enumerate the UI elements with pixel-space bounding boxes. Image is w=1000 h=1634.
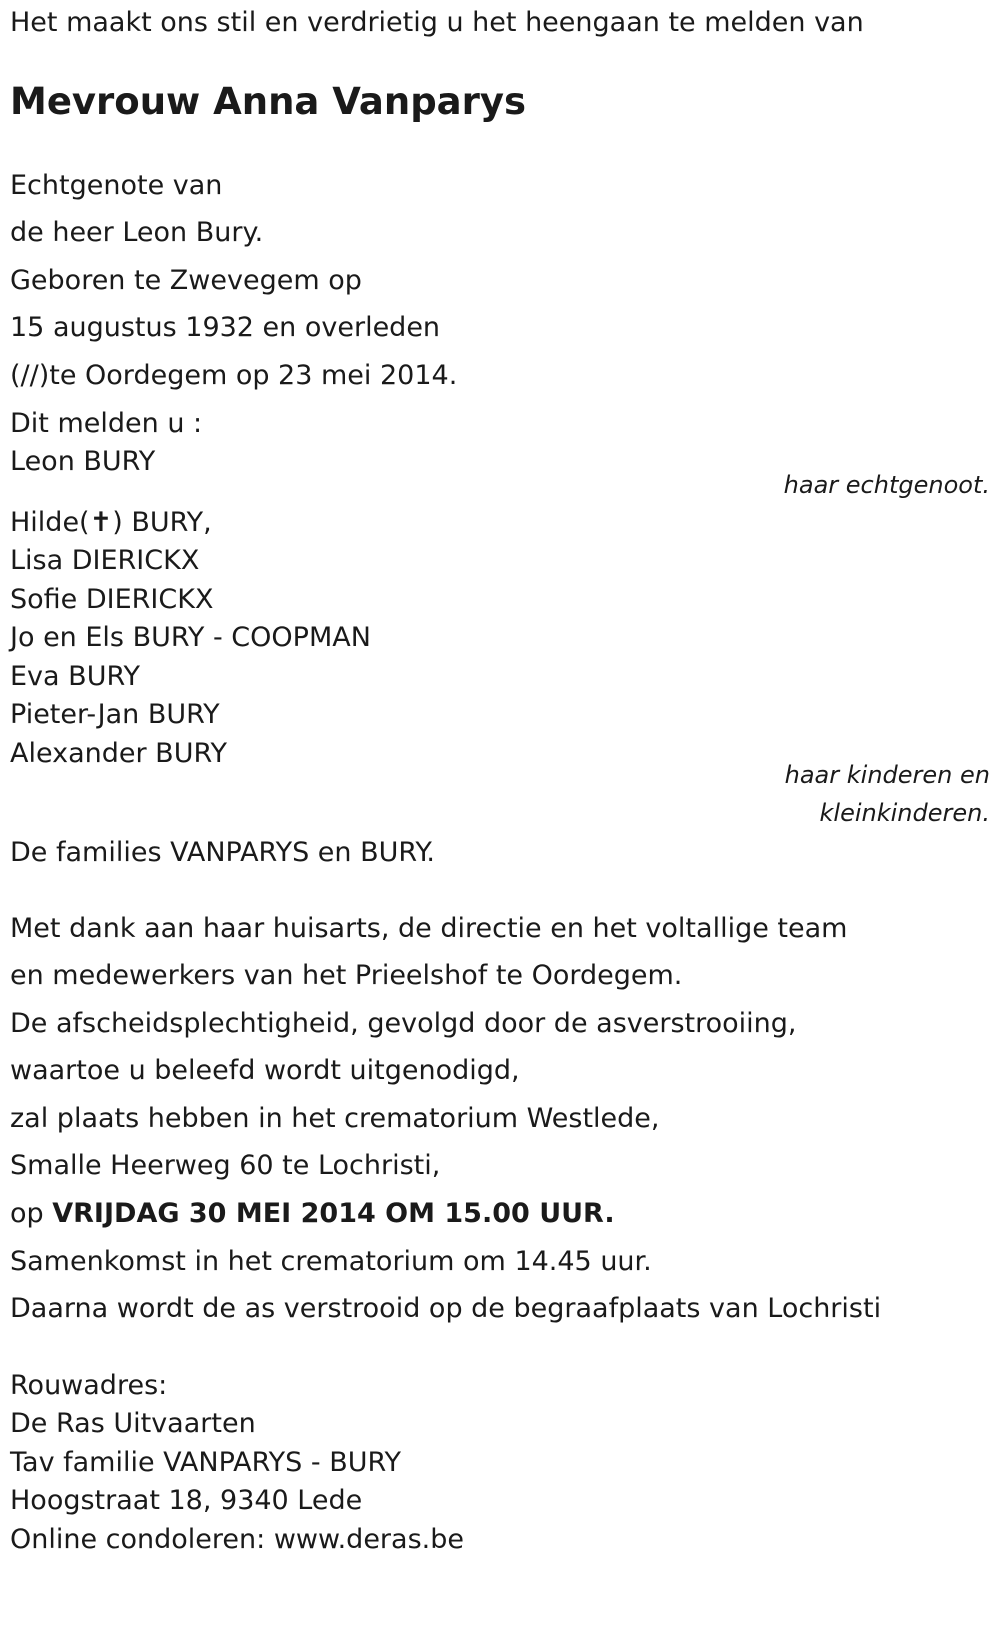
- bio-line: 15 augustus 1932 en overleden: [10, 312, 441, 343]
- bio-line: (//)te Oordegem op 23 mei 2014.: [10, 360, 458, 391]
- ceremony-line: Met dank aan haar huisarts, de directie en het voltallige team: [10, 913, 848, 944]
- child-name: Pieter-Jan BURY: [10, 699, 220, 730]
- ceremony-line: waartoe u beleefd wordt uitgenodigd,: [10, 1055, 520, 1086]
- after-line: Samenkomst in het crematorium om 14.45 uur.: [10, 1246, 652, 1277]
- ceremony-date: [10, 1197, 615, 1231]
- address-line: Tav familie VANPARYS - BURY: [10, 1447, 401, 1478]
- announce-label: Dit melden u :: [10, 408, 203, 439]
- after-line: Daarna wordt de as verstrooid op de begraafplaats van Lochristi: [10, 1293, 882, 1324]
- date-bold: VRIJDAG 30 MEI 2014 OM 15.00 UUR.: [52, 1198, 615, 1229]
- child-name: Eva BURY: [10, 661, 140, 692]
- child-name: Hilde(✝) BURY,: [10, 507, 212, 538]
- address-line: Hoogstraat 18, 9340 Lede: [10, 1485, 363, 1516]
- address-line: De Ras Uitvaarten: [10, 1408, 256, 1439]
- date-prefix: op: [10, 1198, 53, 1229]
- address-line: Rouwadres:: [10, 1370, 168, 1401]
- address-line: Online condoleren: www.deras.be: [10, 1524, 464, 1555]
- intro-text: Het maakt ons stil en verdrietig u het heengaan te melden van: [10, 7, 864, 38]
- children-relation: haar kinderen en: [784, 761, 990, 789]
- deceased-name: Mevrouw Anna Vanparys: [10, 80, 527, 123]
- spouse-name: Leon BURY: [10, 446, 156, 477]
- spouse-relation: haar echtgenoot.: [783, 471, 990, 499]
- bio-line: Geboren te Zwevegem op: [10, 265, 362, 296]
- ceremony-line: zal plaats hebben in het crematorium Westlede,: [10, 1103, 660, 1134]
- child-name: Lisa DIERICKX: [10, 545, 200, 576]
- child-name: Alexander BURY: [10, 738, 227, 769]
- bio-line: Echtgenote van: [10, 170, 223, 201]
- ceremony-line: Smalle Heerweg 60 te Lochristi,: [10, 1150, 441, 1181]
- ceremony-line: en medewerkers van het Prieelshof te Oordegem.: [10, 960, 683, 991]
- bio-line: de heer Leon Bury.: [10, 217, 264, 248]
- child-name: Sofie DIERICKX: [10, 584, 214, 615]
- families-line: De families VANPARYS en BURY.: [10, 837, 436, 868]
- ceremony-line: De afscheidsplechtigheid, gevolgd door de asverstrooiing,: [10, 1008, 797, 1039]
- child-name: Jo en Els BURY - COOPMAN: [10, 622, 371, 653]
- children-relation: kleinkinderen.: [819, 799, 990, 827]
